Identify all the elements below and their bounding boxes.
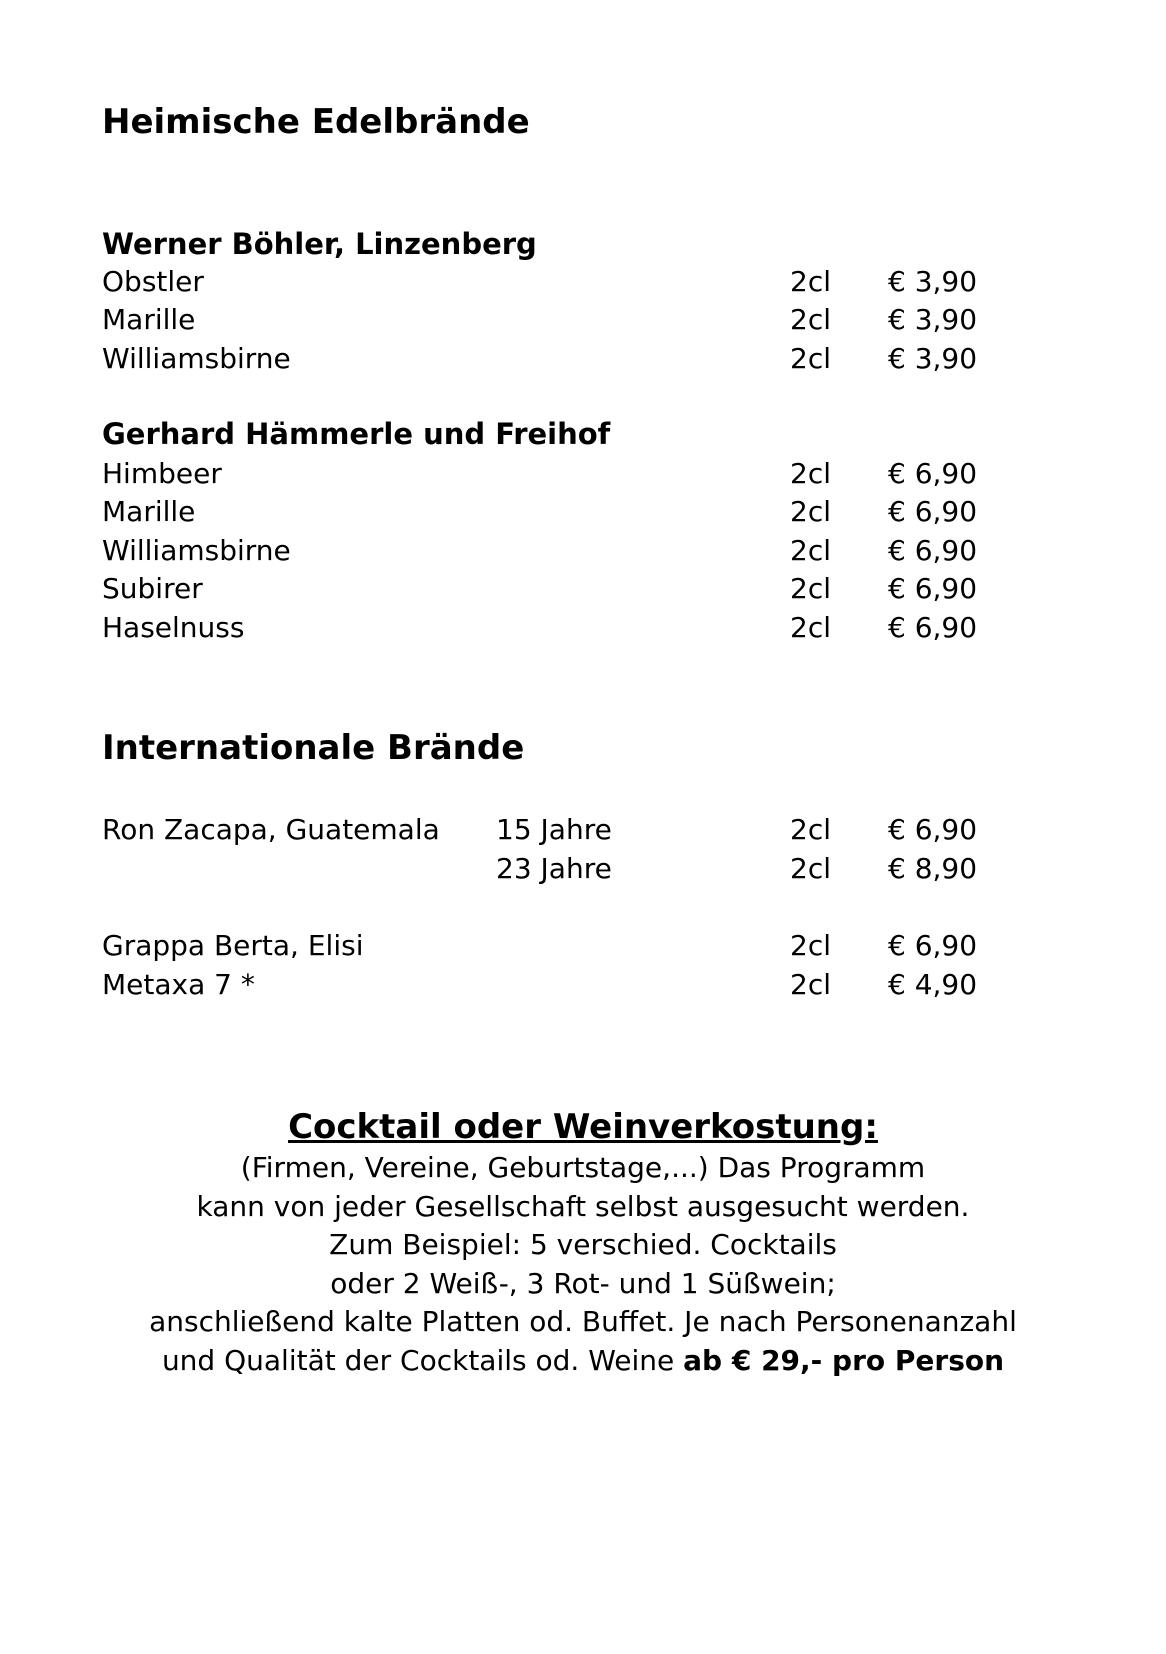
- menu-item: [0, 609, 1166, 647]
- item-volume: 2cl: [790, 852, 831, 885]
- item-price: € 3,90: [888, 342, 978, 375]
- producer-title-haemmerle: Gerhard Hämmerle und Freihof: [102, 417, 611, 451]
- menu-item: [0, 850, 1166, 888]
- cocktail-section: [0, 1105, 1166, 1380]
- item-price: € 8,90: [888, 852, 978, 885]
- item-name: Grappa Berta, Elisi: [102, 929, 364, 962]
- menu-item: [0, 493, 1166, 531]
- section-title-international: Internationale Brände: [102, 728, 525, 768]
- item-age: 23 Jahre: [496, 852, 612, 885]
- item-volume: 2cl: [790, 342, 831, 375]
- cocktail-text-line: Zum Beispiel: 5 verschied. Cocktails: [329, 1228, 837, 1261]
- cocktail-last-line-text: und Qualität der Cocktails od. Weine: [161, 1343, 675, 1377]
- cocktail-text-line: (Firmen, Vereine, Geburtstage,...) Das Programm: [240, 1151, 926, 1184]
- item-price: € 6,90: [888, 813, 978, 846]
- item-name: Williamsbirne: [102, 342, 291, 375]
- producer-title-boehler: Werner Böhler, Linzenberg: [102, 227, 537, 261]
- item-name: Subirer: [102, 572, 203, 605]
- item-volume: 2cl: [790, 265, 831, 298]
- menu-item: [0, 966, 1166, 1004]
- item-price: € 6,90: [888, 572, 978, 605]
- cocktail-title: Cocktail oder Weinverkostung:: [288, 1107, 878, 1147]
- item-name: Williamsbirne: [102, 534, 291, 567]
- menu-item: [0, 927, 1166, 965]
- section-title-heimische: Heimische Edelbrände: [102, 102, 530, 142]
- item-volume: 2cl: [790, 968, 831, 1001]
- menu-item: [0, 532, 1166, 570]
- cocktail-price: ab € 29,- pro Person: [683, 1343, 1005, 1377]
- item-price: € 6,90: [888, 929, 978, 962]
- item-name: Marille: [102, 303, 196, 336]
- item-volume: 2cl: [790, 303, 831, 336]
- item-name: Marille: [102, 495, 196, 528]
- item-price: € 6,90: [888, 457, 978, 490]
- item-name: Haselnuss: [102, 611, 245, 644]
- item-price: € 6,90: [888, 534, 978, 567]
- item-name: Himbeer: [102, 457, 222, 490]
- item-price: € 4,90: [888, 968, 978, 1001]
- menu-item: [0, 263, 1166, 301]
- item-name: Metaxa 7 *: [102, 968, 255, 1001]
- item-price: € 3,90: [888, 303, 978, 336]
- menu-item: [0, 455, 1166, 493]
- cocktail-text-line: anschließend kalte Platten od. Buffet. Je nach Personenanzahl: [149, 1305, 1017, 1338]
- item-volume: 2cl: [790, 929, 831, 962]
- cocktail-text-line-last: [0, 1342, 1166, 1381]
- menu-item: [0, 570, 1166, 608]
- item-age: 15 Jahre: [496, 813, 612, 846]
- item-volume: 2cl: [790, 457, 831, 490]
- menu-item: [0, 301, 1166, 339]
- item-volume: 2cl: [790, 534, 831, 567]
- item-price: € 6,90: [888, 495, 978, 528]
- menu-item: [0, 340, 1166, 378]
- item-name: Obstler: [102, 265, 204, 298]
- item-volume: 2cl: [790, 813, 831, 846]
- item-volume: 2cl: [790, 611, 831, 644]
- item-price: € 3,90: [888, 265, 978, 298]
- item-volume: 2cl: [790, 572, 831, 605]
- menu-item: [0, 811, 1166, 849]
- cocktail-text-line: oder 2 Weiß-, 3 Rot- und 1 Süßwein;: [330, 1266, 836, 1300]
- item-name: Ron Zacapa, Guatemala: [102, 813, 440, 846]
- item-price: € 6,90: [888, 611, 978, 644]
- item-volume: 2cl: [790, 495, 831, 528]
- cocktail-text-line: kann von jeder Gesellschaft selbst ausgesucht werden.: [196, 1189, 970, 1223]
